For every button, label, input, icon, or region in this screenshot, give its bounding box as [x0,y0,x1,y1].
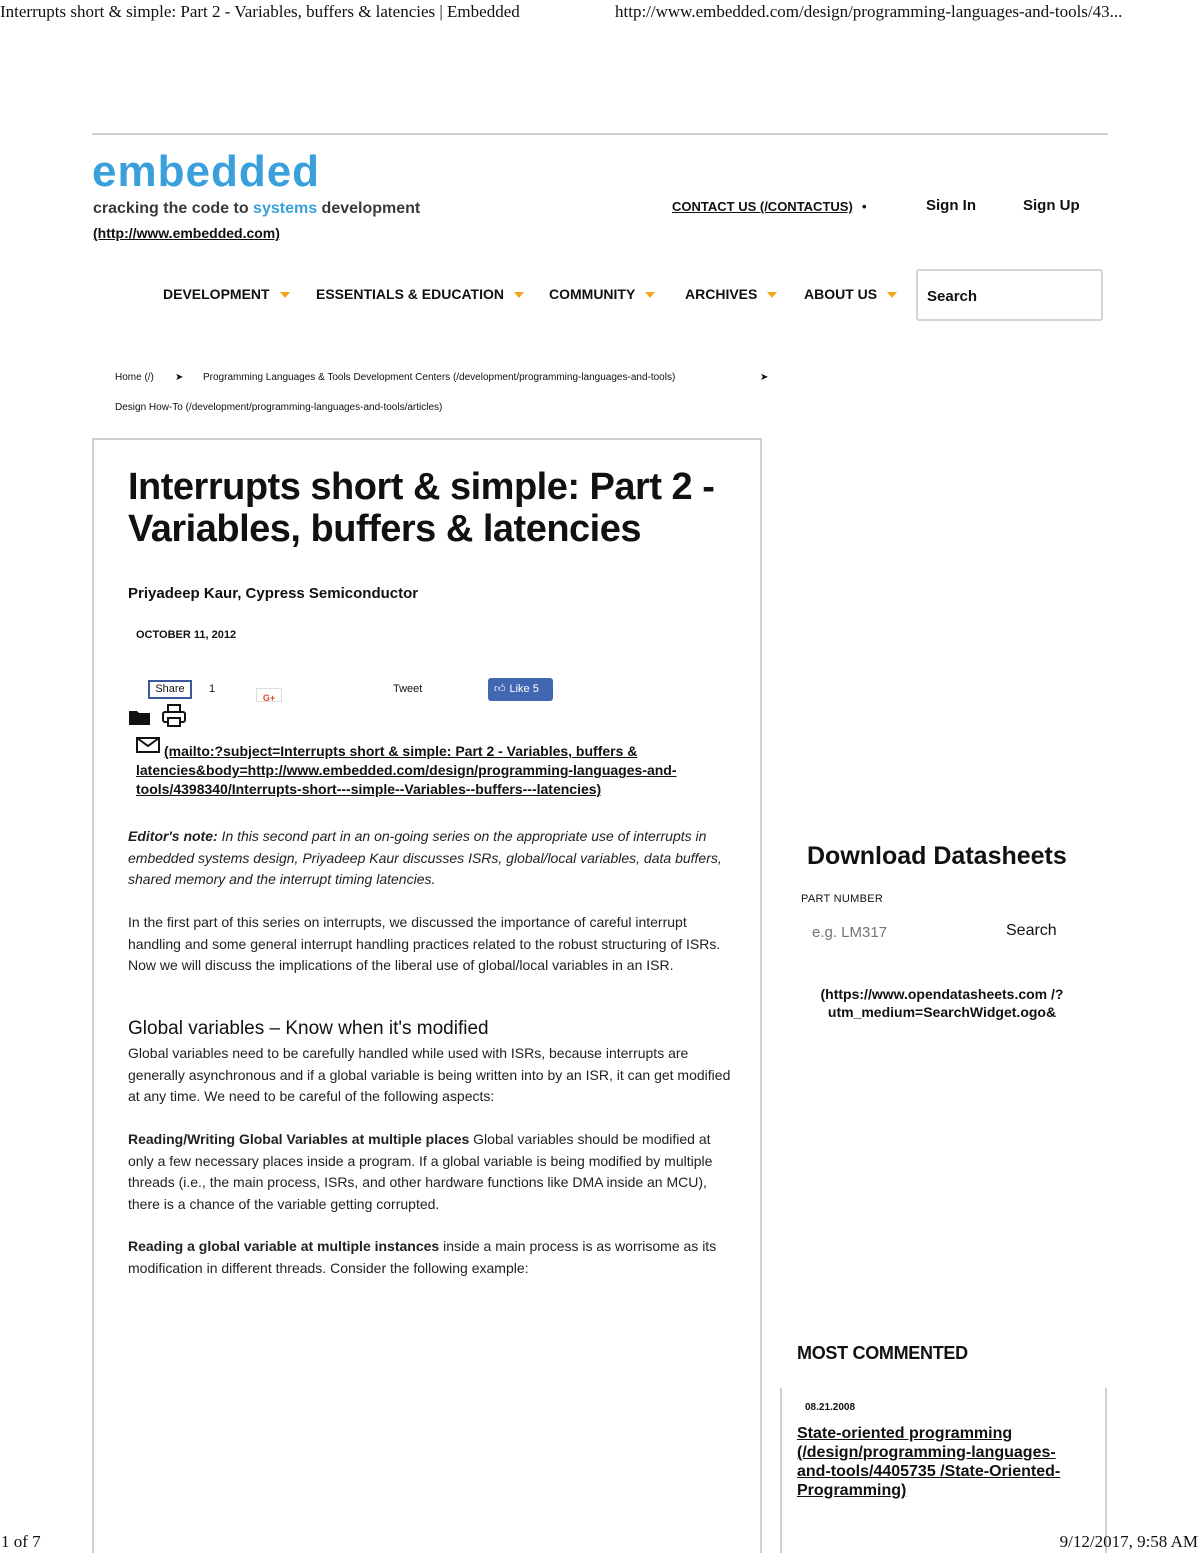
tagline-end: development [317,200,421,217]
article-title: Interrupts short & simple: Part 2 - Variables, buffers & latencies [128,466,715,550]
print-page-title: Interrupts short & simple: Part 2 - Variables, buffers & latencies | Embedded [0,2,520,21]
editor-note-text: In this second part in an on-going series on the appropriate use of interrupts in embedded systems design, Priyadeep Kaur discusses ISRs, global/local variables, data buffers, shared memory and the interrupt timing latencies. [128,828,722,887]
breadcrumb-home[interactable]: Home (/) [115,372,154,383]
header-divider [92,133,1108,135]
sign-up-link[interactable]: Sign Up [1023,197,1080,214]
nav-community[interactable] [549,286,655,302]
nav-label: ARCHIVES [685,286,758,302]
opendatasheets-link[interactable]: (https://www.opendatasheets.com /?utm_medium=SearchWidget.ogo& [820,986,1064,1020]
part-number-label: PART NUMBER [801,893,884,905]
chevron-down-icon [280,292,290,298]
nav-about-us[interactable] [804,286,897,302]
facebook-share-button[interactable]: Share [148,680,192,699]
article-author: Priyadeep Kaur, Cypress Semiconductor [128,585,419,602]
nav-label: ABOUT US [804,286,878,302]
nav-essentials-education[interactable] [316,286,524,302]
logo-home-link[interactable]: (http://www.embedded.com) [93,225,280,241]
read-paragraph [128,1236,732,1279]
email-share-link[interactable]: (mailto:?subject=Interrupts short & simple: Part 2 - Variables, buffers & latencies&body=http://www.embedded.com/design/programming-languages-and-tools/4398340/Interrupts-short---simple--Variables--buffers---latencies) [136,743,677,797]
print-icon[interactable] [161,704,187,728]
header-separator: • [862,199,867,214]
site-search-input[interactable]: Search [916,269,1103,321]
nav-label: DEVELOPMENT [163,286,270,302]
google-plus-button[interactable]: G+ [256,688,282,702]
print-url: http://www.embedded.com/design/programming-languages-and-tools/43... [615,2,1123,21]
section-heading-global-variables: Global variables – Know when it's modified [128,1018,489,1039]
global-paragraph: Global variables need to be carefully handled while used with ISRs, because interrupts are generally asynchronous and if a global variable is being written into by an ISR, it can get modified at any time. We need to be careful of the following aspects: [128,1045,731,1104]
folder-icon[interactable] [128,708,152,726]
rw-paragraph [128,1129,732,1215]
article-date: OCTOBER 11, 2012 [136,629,237,641]
thumbs-up-icon: 👍︎ [494,683,506,695]
chevron-down-icon [887,292,897,298]
most-commented-link[interactable]: State-oriented programming (/design/programming-languages-and-tools/4405735 /State-Oriented-Programming) [797,1425,1061,1499]
nav-development[interactable] [163,286,290,302]
editor-note [128,826,732,891]
print-page-count: 1 of 7 [1,1532,41,1551]
breadcrumb-arrow-icon: ➤ [175,372,184,383]
print-header [0,2,1200,22]
site-tagline [93,200,420,218]
editor-note-label: Editor's note: [128,828,218,844]
chevron-down-icon [767,292,777,298]
rw-heading: Reading/Writing Global Variables at multiple places [128,1131,470,1147]
like-label: Like 5 [509,683,539,695]
datasheets-search-button[interactable]: Search [1006,922,1057,939]
rw-text: Global variables should be modified at only a few necessary places inside a program. If a global variable is being modified by multiple threads (i.e., the main process, ISRs, and other hardware functions like DMA inside an MCU), there is a chance of the variable getting corrupted. [128,1131,713,1212]
nav-label: COMMUNITY [549,286,636,302]
intro-paragraph: In the first part of this series on interrupts, we discussed the importance of careful interrupt handling and some general interrupt handling practices related to the robust structuring of ISRs. Now we will discuss the implications of the liberal use of global/local variables in an ISR. [128,914,721,973]
datasheets-title: Download Datasheets [807,842,1067,870]
contact-us-link[interactable]: CONTACT US (/CONTACTUS) [672,199,853,214]
tweet-button[interactable]: Tweet [393,683,423,695]
site-logo[interactable]: embedded [92,147,321,196]
breadcrumb-section[interactable]: Design How-To (/development/programming-languages-and-tools/articles) [115,402,443,413]
print-datetime: 9/12/2017, 9:58 AM [1059,1532,1198,1551]
nav-archives[interactable] [685,286,777,302]
read-heading: Reading a global variable at multiple instances [128,1238,440,1254]
most-commented-title: MOST COMMENTED [797,1343,968,1363]
facebook-like-button[interactable] [488,678,553,701]
chevron-down-icon [645,292,655,298]
tagline-start: cracking the code to [93,200,254,217]
share-count: 1 [209,683,216,695]
read-text: inside a main process is as worrisome as its modification in different threads. Consider the following example: [128,1238,717,1276]
part-number-input[interactable] [812,924,992,941]
sign-in-link[interactable]: Sign In [926,197,976,214]
breadcrumb-arrow-icon: ➤ [760,372,769,383]
chevron-down-icon [514,292,524,298]
nav-label: ESSENTIALS & EDUCATION [316,286,504,302]
article-container [92,438,762,1553]
breadcrumb-center[interactable]: Programming Languages & Tools Development Centers (/development/programming-languages-and-tools) [203,372,676,383]
most-commented-date: 08.21.2008 [805,1402,856,1413]
tagline-accent: systems [253,200,318,217]
